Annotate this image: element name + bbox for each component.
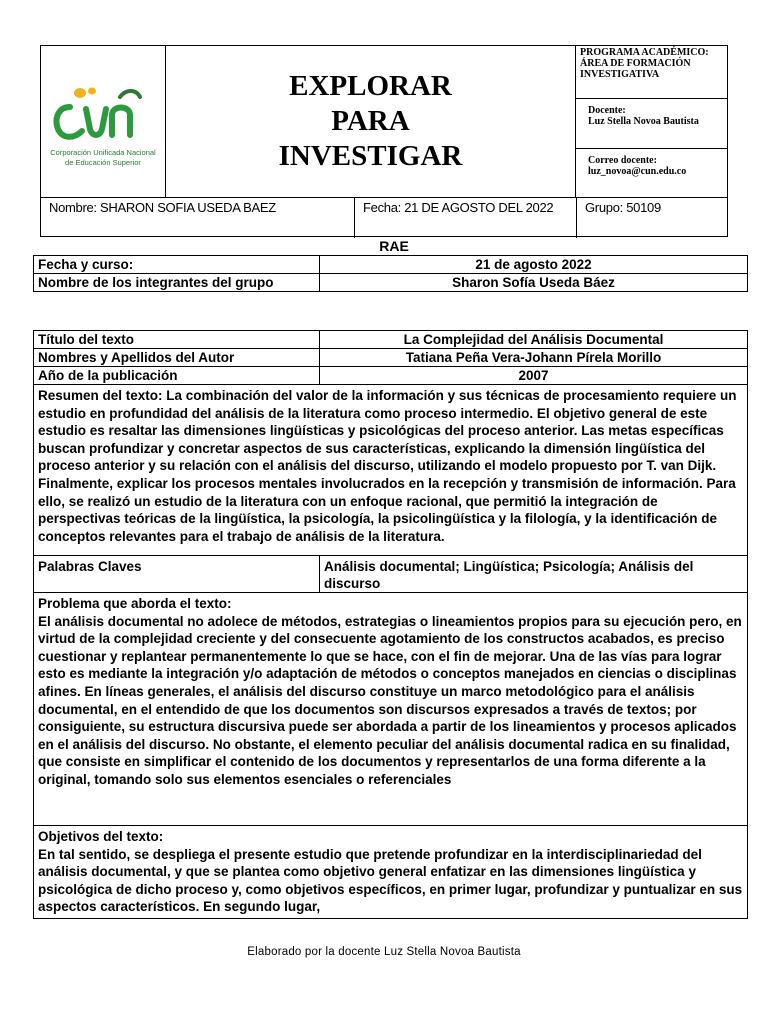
student-date: Fecha: 21 DE AGOSTO DEL 2022: [355, 198, 577, 238]
row-label: Palabras Claves: [34, 556, 320, 593]
row-label: Nombre de los integrantes del grupo: [34, 274, 320, 292]
problema-text: El análisis documental no adolece de métodos, estrategias o lineamientos propios para su ejecución pero, en virtud de la complejidad creciente y del consecuente agotamiento de los constructos acabados, es preciso cuestionar y replantear permanentemente lo que se hace, con el fin de mejorar. Una de las vías para lograr esto es mediante la integración y/o adaptación de métodos o conceptos manejados en ciencias o disciplinas afines. En líneas generales, el análisis del discurso constituye un marco metodológico para el análisis documental, en el entendido de que los documentos son discursos expresados a través de textos; por consiguiente, su estructura discursiva puede ser abordada a partir de los lineamientos y procesos aplicados en el análisis del discurso. No obstante, el elemento peculiar del análisis documental radica en su finalidad, que consiste en simplificar el contenido de los documentos y representarlos de una forma diferente a la original, tomando solo sus elementos esenciales o referenciales: [38, 613, 742, 787]
row-value: Tatiana Peña Vera-Johann Pírela Morillo: [320, 349, 748, 367]
problema-cell: [34, 593, 748, 826]
row-value: 21 de agosto 2022: [320, 256, 748, 274]
programa-academico: PROGRAMA ACADÉMICO: ÁREA DE FORMACIÓN INVESTIGATIVA: [576, 45, 728, 99]
row-label: Título del texto: [34, 331, 320, 349]
objetivos-text: En tal sentido, se despliega el presente estudio que pretende profundizar en la interdisciplinariedad del análisis documental, y que se plantea como objetivo general enfatizar en las dimensiones lingüística y psicológica de dicho proceso y, como objetivos específicos, en primer lugar, profundizar y puntualizar en sus aspectos característicos. En segundo lugar,: [38, 846, 743, 915]
problema-label: Problema que aborda el texto:: [38, 596, 232, 611]
table-row: [34, 331, 748, 349]
student-group: Grupo: 50109: [585, 200, 661, 215]
table-row: [34, 556, 748, 593]
row-label: Fecha y curso:: [34, 256, 320, 274]
cun-logo: [40, 45, 166, 198]
document-title: [166, 45, 575, 198]
table-row: [34, 385, 748, 556]
docente-cell: [576, 99, 728, 149]
table-row: [34, 826, 748, 919]
objetivos-cell: [34, 826, 748, 919]
title-line: PARA: [331, 105, 410, 137]
table-row: [34, 367, 748, 385]
table-row: [34, 349, 748, 367]
title-line: INVESTIGAR: [278, 140, 463, 172]
student-name: Nombre: SHARON SOFIA USEDA BAEZ: [41, 198, 355, 238]
logo-org-line1: Corporación Unificada Nacional: [50, 148, 156, 157]
correo-value: luz_novoa@cun.edu.co: [588, 166, 687, 177]
logo-cell: [40, 45, 166, 198]
row-label: Nombres y Apellidos del Autor: [34, 349, 320, 367]
row-label: Año de la publicación: [34, 367, 320, 385]
program-info: [575, 45, 728, 198]
rae-heading: RAE: [379, 238, 409, 254]
row-value: La Complejidad del Análisis Documental: [320, 331, 748, 349]
table-row: [34, 256, 748, 274]
resumen-text: Resumen del texto: La combinación del valor de la información y sus técnicas de procesamiento requiere un estudio en profundidad del análisis de la literatura como proceso intermedio. El objetivo general de este estudio es resaltar las dimensiones lingüísticas y psicológicas del proceso anterior. Las metas específicas buscan profundizar y concretar aspectos de sus características, explicando la dimensión lingüística del proceso anterior y su relación con el análisis del discurso, utilizando el modelo propuesto por T. van Dijk. Finalmente, explicar los procesos mentales involucrados en la recepción y transmisión de información. Para ello, se realizó un estudio de la literatura con un enfoque racional, que permitió la integración de perspectivas teóricas de la lingüística, la psicología, la psicolingüística y la filología, y la identificación de conceptos relevantes para el trabajo de análisis de la literatura.: [34, 385, 748, 556]
title-line: EXPLORAR: [289, 70, 452, 102]
row-value: Análisis documental; Lingüística; Psicología; Análisis del discurso: [320, 556, 748, 593]
rae-table: [33, 330, 748, 919]
student-row: [40, 197, 728, 237]
objetivos-label: Objetivos del texto:: [38, 829, 164, 844]
table-row: [34, 593, 748, 826]
docente-label: Docente:: [588, 105, 626, 116]
row-value: Sharon Sofía Useda Báez: [320, 274, 748, 292]
table-row: [34, 274, 748, 292]
logo-org-line2: de Educación Superior: [65, 158, 141, 167]
footer-credit: Elaborado por la docente Luz Stella Novoa Bautista: [247, 946, 521, 958]
docente-name: Luz Stella Novoa Bautista: [588, 116, 699, 127]
course-table: [33, 255, 748, 292]
correo-label: Correo docente:: [588, 155, 657, 166]
row-value: 2007: [320, 367, 748, 385]
correo-cell: [576, 149, 728, 198]
